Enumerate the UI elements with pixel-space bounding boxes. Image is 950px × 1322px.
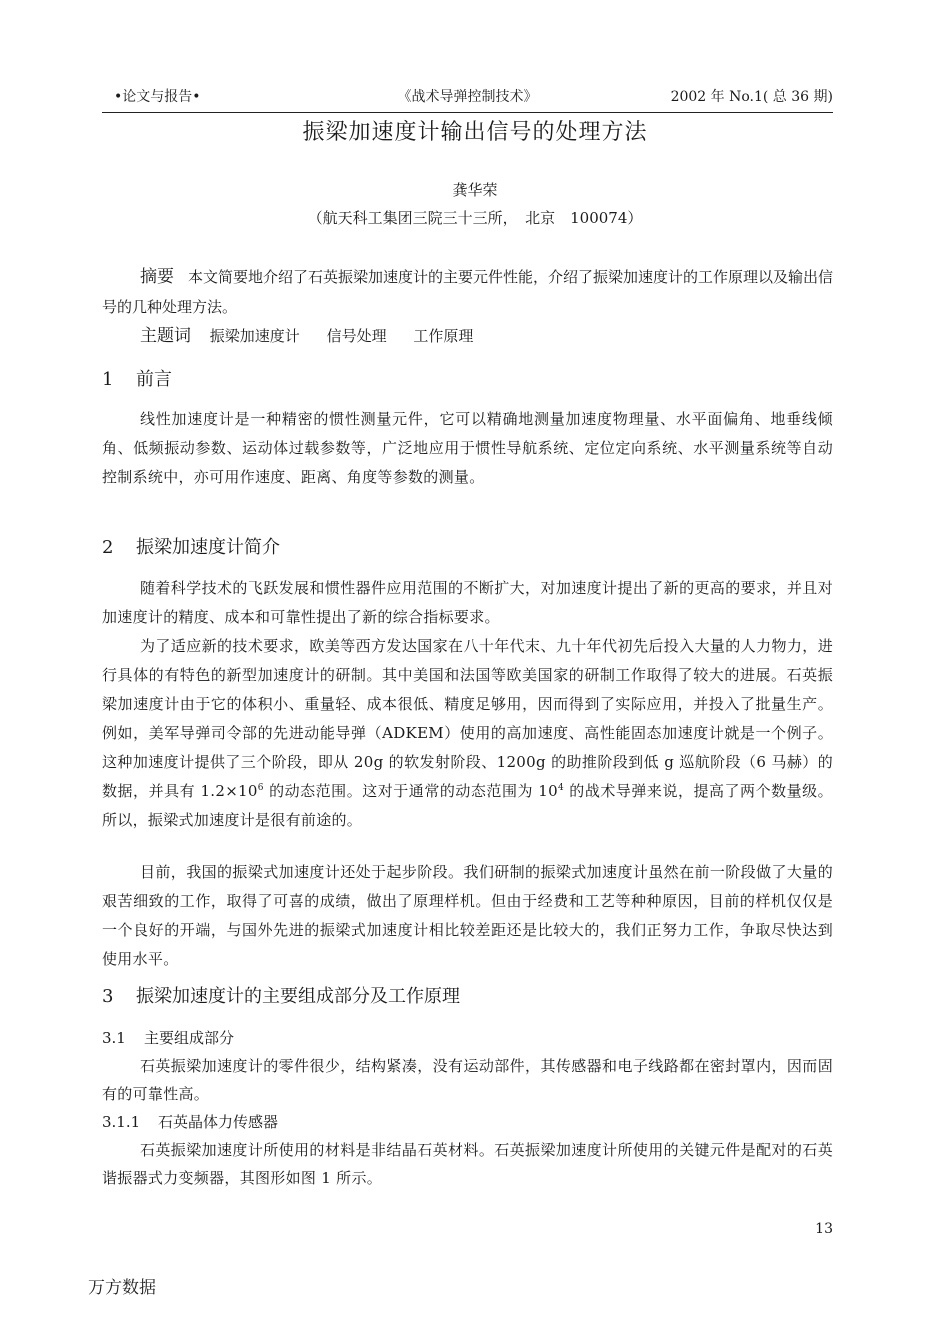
section-title: 前言 [136,369,172,390]
author-affiliation: （航天科工集团三院三十三所， 北京 100074） [307,209,643,227]
section-heading-3 [102,983,460,1011]
paper-title: 振梁加速度计输出信号的处理方法 [302,120,648,145]
keyword: 振梁加速度计 [209,327,300,345]
paragraph-text: 的动态范围。这对于通常的动态范围为 10 [263,782,558,800]
abstract [102,262,833,322]
section-2-paragraph-1: 随着科学技术的飞跃发展和惯性器件应用范围的不断扩大，对加速度计提出了新的更高的要求，并且对加速度计的精度、成本和可靠性提出了新的综合指标要求。 [102,579,833,626]
page-number: 13 [815,1221,833,1237]
section-1-paragraph: 线性加速度计是一种精密的惯性测量元件，它可以精确地测量加速度物理量、水平面偏角、地垂线倾角、低频振动参数、运动体过载参数等，广泛地应用于惯性导航系统、定位定向系统、水平测量系统等自动控制系统中，亦可用作速度、距离、角度等参数的测量。 [102,410,833,486]
header-rule [102,112,833,113]
section-heading-1 [102,366,172,394]
subsection-title: 主要组成部分 [144,1029,235,1047]
exponent: 4 [557,783,564,793]
subsection-number: 3.1.1 [102,1113,141,1131]
subsection-title: 石英晶体力传感器 [158,1113,279,1131]
abstract-text: 本文简要地介绍了石英振梁加速度计的主要元件性能，介绍了振梁加速度计的工作原理以及输出信号的几种处理方法。 [102,268,834,316]
subsection-heading-3-1-1 [102,1110,278,1134]
watermark-footer: 万方数据 [88,1278,156,1298]
keywords [140,322,833,350]
running-header [102,86,833,108]
header-section-label: •论文与报告• [114,89,201,105]
author-name: 龚华荣 [452,181,498,199]
exponent: 6 [257,783,264,793]
subsection-number: 3.1 [102,1029,126,1047]
section-title: 振梁加速度计的主要组成部分及工作原理 [136,986,460,1007]
section-title: 振梁加速度计简介 [136,537,280,558]
section-number: 1 [102,369,114,390]
section-number: 3 [102,986,114,1007]
keyword: 信号处理 [326,327,387,345]
header-issue: 2002 年 No.1( 总 36 期) [670,89,833,105]
section-2-paragraph-3: 目前，我国的振梁式加速度计还处于起步阶段。我们研制的振梁式加速度计虽然在前一阶段做了大量的艰苦细致的工作，取得了可喜的成绩，做出了原理样机。但由于经费和工艺等种种原因，目前的样机仅仅是一个良好的开端，与国外先进的振梁式加速度计相比较差距还是比较大的，我们正努力工作，争取尽快达到使用水平。 [102,863,833,968]
abstract-label: 摘要 [140,267,174,287]
keywords-label: 主题词 [140,326,191,346]
header-journal-name: 《战术导弹控制技术》 [397,89,538,105]
subsection-3-1-1-paragraph: 石英振梁加速度计所使用的材料是非结晶石英材料。石英振梁加速度计所使用的关键元件是配对的石英谐振器式力变频器，其图形如图 1 所示。 [102,1141,833,1187]
section-number: 2 [102,537,114,558]
paragraph-text: 为了适应新的技术要求，欧美等西方发达国家在八十年代末、九十年代初先后投入大量的人力物力，进行具体的有特色的新型加速度计的研制。其中美国和法国等欧美国家的研制工作取得了较大的进展。石英振梁加速度计由于它的体积小、重量轻、成本很低、精度足够用，因而得到了实际应用，并投入了批量生产。例如，美军导弹司令部的先进动能导弹（ADKEM）使用的高加速度、高性能固态加速度计就是一个例子。这种加速度计提供了三个阶段，即从 20g 的软发射阶段、1200g 的助推阶段到低 g 巡航阶段（6 马赫）的数据，并具有 1.2×10 [102,637,833,800]
subsection-3-1-paragraph: 石英振梁加速度计的零件很少，结构紧凑，没有运动部件，其传感器和电子线路都在密封罩内，因而固有的可靠性高。 [102,1057,833,1103]
paragraph-text: 的战术导弹来说，提高了两个数量级。所以，振梁式加速度计是很有前途的。 [102,782,833,829]
section-heading-2 [102,534,280,562]
subsection-heading-3-1 [102,1026,234,1050]
section-2-paragraph-2 [102,632,833,835]
keyword: 工作原理 [413,327,474,345]
